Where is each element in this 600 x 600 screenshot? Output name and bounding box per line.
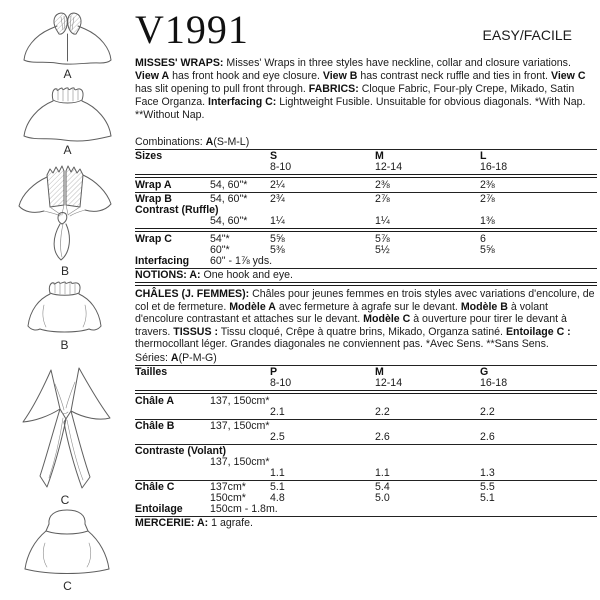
chale-b-row-1 (135, 421, 597, 432)
row-label: Wrap B (135, 193, 172, 205)
fabrics-lead: FABRICS: (308, 83, 359, 95)
wrap-b-back-drawing (22, 281, 107, 337)
tailles-range-row (135, 378, 597, 389)
wrap-c-back-drawing (20, 508, 115, 578)
contraste-values-row (135, 468, 597, 479)
yardage-l: 2⅜ (480, 179, 495, 191)
range-l: 16-18 (480, 161, 508, 173)
fabric-width: 150cm* (210, 491, 246, 504)
description-english (135, 57, 597, 122)
entoilage-row (135, 504, 597, 515)
size-g: G (480, 365, 489, 378)
wrap-a-back-figure (20, 86, 115, 157)
description-text: Tissu cloqué, Crêpe à quatre brins, Mikado, Organza satiné. (218, 325, 506, 338)
description-text: Misses' Wraps in three styles have neckline, collar and closure variations. (223, 57, 571, 69)
description-text: has front hook and eye closure. (169, 70, 323, 82)
contraste-width-row (135, 457, 597, 468)
size-range-row (135, 162, 597, 173)
wrap-a-row (135, 180, 597, 191)
description-text: has slit opening to pull front through. (135, 83, 309, 95)
yardage-s: 5⅜ (270, 244, 285, 256)
description-lead: MISSES' WRAPS: (135, 57, 224, 69)
range-m: 12-14 (375, 376, 403, 389)
wrap-a-back-drawing (20, 86, 115, 142)
row-label: Châle B (135, 419, 175, 432)
metrage-g: 2.2 (480, 405, 495, 418)
wrap-c-front-figure (15, 366, 115, 507)
row-label: Contrast (Ruffle) (135, 204, 219, 216)
chale-c-row-2 (135, 493, 597, 504)
entoilage-lead: Entoilage C : (505, 325, 571, 338)
size-p: P (270, 365, 278, 378)
chale-a-row-1 (135, 396, 597, 407)
mercerie-line (135, 518, 597, 529)
fabric-width: 137, 150cm* (210, 419, 270, 432)
range-g: 16-18 (480, 376, 508, 389)
description-text: avec fermeture à agrafe sur le devant. (275, 300, 461, 313)
row-label: Wrap C (135, 233, 172, 245)
view-c-ref: View C (550, 70, 586, 82)
style-views-column (0, 0, 132, 600)
description-text: Lightweight Fusible. Unsuitable for obvious diagonals. *With Nap. **Without Nap. (135, 96, 586, 121)
interfacing-lead: Interfacing C: (208, 96, 277, 108)
yardage-l: 2⅞ (480, 193, 495, 205)
view-label: C (60, 493, 70, 507)
range-s: 8-10 (270, 161, 292, 173)
wrap-c-front-drawing (15, 366, 115, 492)
view-label: C (63, 579, 72, 593)
modele-c-ref: Modèle C (363, 313, 411, 325)
fabric-width: 54, 60"* (210, 179, 248, 191)
range-p: 8-10 (270, 376, 292, 389)
divider (135, 365, 597, 366)
row-label: Châle A (135, 394, 175, 407)
wrap-c-row-2 (135, 245, 597, 256)
metrage-m: 1.1 (375, 466, 390, 479)
fabric-width: 54, 60"* (210, 215, 248, 227)
metrage-m: 5.4 (375, 480, 390, 493)
fabric-width: 137cm* (210, 480, 246, 493)
yardage-s: 5⅝ (270, 233, 285, 245)
metrage-g: 2.6 (480, 430, 495, 443)
fabric-width: 54, 60"* (210, 193, 248, 205)
metrage-p: 1.1 (270, 466, 285, 479)
interfacing-value: 60" - 1⅞ yds. (210, 255, 273, 267)
description-text: thermocollant léger. Grandes diagonales ne conviennent pas. *Avec Sens. **Sans Sens. (135, 338, 549, 350)
row-label: Wrap A (135, 179, 172, 191)
metrage-p: 2.1 (270, 405, 285, 418)
yardage-s: 1¼ (270, 215, 285, 227)
metrage-m: 2.2 (375, 405, 390, 418)
metrage-p: 5.1 (270, 480, 285, 493)
row-label: Contraste (Volant) (135, 444, 227, 457)
wrap-a-front-figure (20, 12, 115, 81)
divider (135, 480, 597, 481)
metrage-m: 2.6 (375, 430, 390, 443)
combinations-text: Combinations: A(S-M-L) (135, 136, 250, 148)
metrage-g: 1.3 (480, 466, 495, 479)
chale-c-row-1 (135, 482, 597, 493)
sizes-label: Sizes (135, 150, 163, 162)
divider (135, 174, 597, 178)
view-label: B (60, 264, 69, 278)
size-m: M (375, 365, 384, 378)
size-m: M (375, 150, 384, 162)
wrap-b-front-figure (16, 163, 114, 278)
row-label: Entoilage (135, 502, 183, 515)
interfacing-row (135, 256, 597, 267)
tissus-lead: TISSUS : (173, 325, 218, 338)
yardage-m: 5⅞ (375, 233, 390, 245)
difficulty-badge: EASY/FACILE (482, 27, 572, 43)
view-label: A (63, 67, 72, 81)
contraste-label-row (135, 446, 597, 457)
divider (135, 282, 597, 286)
view-b-ref: View B (322, 70, 358, 82)
yardage-m: 1¼ (375, 215, 390, 227)
wrap-c-row-1 (135, 234, 597, 245)
yardage-s: 2¾ (270, 193, 285, 205)
row-label: Châle C (135, 480, 175, 493)
tailles-header-row (135, 367, 597, 378)
entoilage-value: 150cm - 1.8m. (210, 502, 278, 515)
description-text: Cloque Fabric, Four-ply Crepe, Mikado, Satin Face Organza. (135, 83, 575, 108)
metrage-g: 5.5 (480, 480, 495, 493)
metrage-g: 5.1 (480, 491, 495, 504)
wrap-b-back-figure (22, 281, 107, 352)
divider (135, 149, 597, 150)
yardage-m: 2⅞ (375, 193, 390, 205)
notions-line (135, 270, 597, 281)
metrage-p: 4.8 (270, 491, 285, 504)
divider (135, 192, 597, 193)
yardage-l: 6 (480, 233, 486, 245)
fabric-width: 60"* (210, 244, 230, 256)
fabric-width: 137, 150cm* (210, 394, 270, 407)
view-label: B (60, 338, 69, 352)
mercerie-text: MERCERIE: A: 1 agrafe. (135, 516, 253, 529)
range-m: 12-14 (375, 161, 403, 173)
tailles-label: Tailles (135, 365, 168, 378)
description-text: has contrast neck ruffle and ties in front. (357, 70, 551, 82)
series-text: Séries: A(P-M-G) (135, 351, 217, 364)
chale-a-row-2 (135, 407, 597, 418)
row-label: Interfacing (135, 255, 190, 267)
size-header-row (135, 151, 597, 162)
combinations-line (135, 137, 597, 148)
yardage-tables (135, 137, 597, 529)
contrast-label-row (135, 205, 597, 216)
yardage-l: 1⅜ (480, 215, 495, 227)
fabric-width: 137, 150cm* (210, 455, 270, 468)
wrap-c-back-figure (20, 508, 115, 593)
view-label: A (63, 143, 72, 157)
wrap-b-front-drawing (16, 163, 114, 263)
yardage-m: 5½ (375, 244, 390, 256)
description-text: Châles pour jeunes femmes en trois styles avec variations d'encolure, de col et de fermeture. (135, 288, 595, 313)
divider (135, 228, 597, 232)
contrast-values-row (135, 216, 597, 227)
wrap-a-front-drawing (20, 12, 115, 66)
description-text: à volant d'encolure contrastant et attaches sur le devant. (135, 300, 548, 325)
size-l: L (480, 150, 487, 162)
yardage-s: 2¼ (270, 179, 285, 191)
description-french (135, 288, 597, 351)
metrage-m: 5.0 (375, 491, 390, 504)
fabric-width: 54"* (210, 233, 230, 245)
size-s: S (270, 150, 278, 162)
description-text: à ouverture pour tirer le devant à travers. (135, 313, 567, 338)
chale-b-row-2 (135, 432, 597, 443)
divider (135, 419, 597, 420)
yardage-m: 2⅜ (375, 179, 390, 191)
notions-text: NOTIONS: A: One hook and eye. (135, 269, 293, 281)
series-line (135, 353, 597, 364)
description-lead-fr: CHÂLES (J. FEMMES): (135, 288, 250, 300)
modele-a-ref: Modèle A (229, 300, 276, 313)
modele-b-ref: Modèle B (460, 300, 508, 313)
pattern-number: V1991 (135, 7, 249, 52)
metrage-p: 2.5 (270, 430, 285, 443)
divider (135, 390, 597, 394)
yardage-l: 5⅝ (480, 244, 495, 256)
view-a-ref: View A (135, 70, 170, 82)
